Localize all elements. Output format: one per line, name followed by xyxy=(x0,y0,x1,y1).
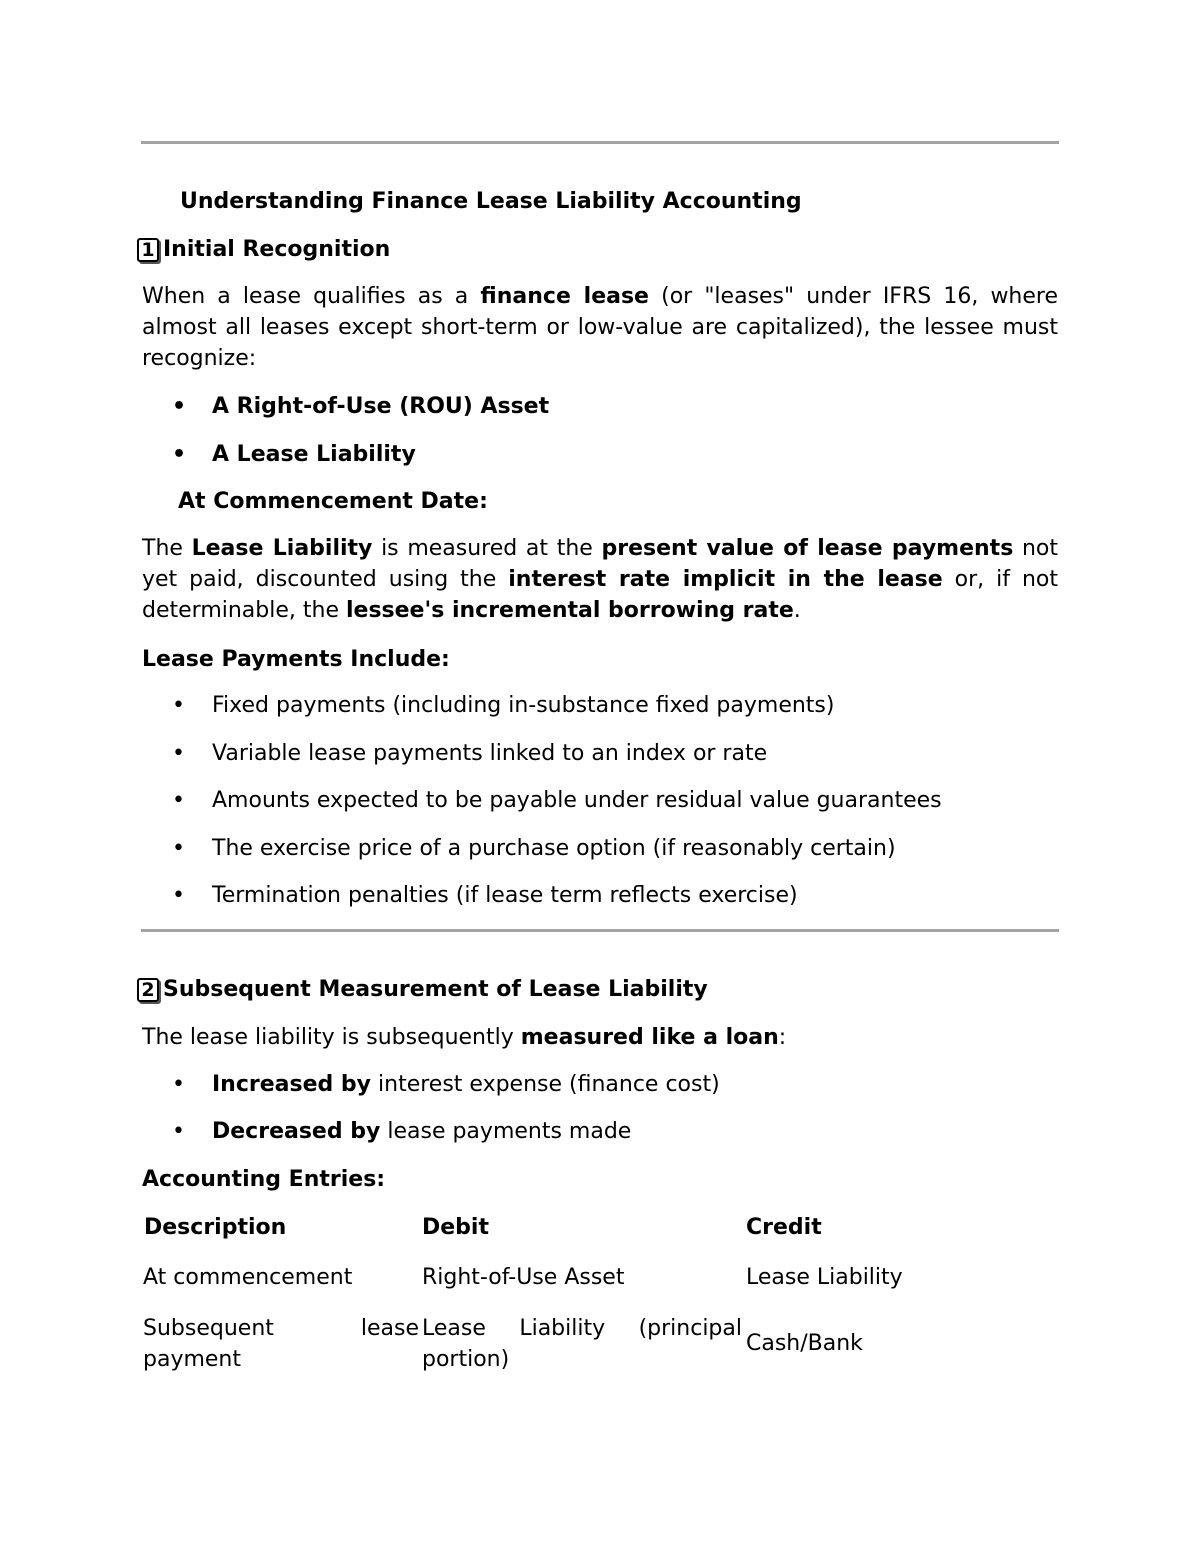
table-cell: Right-of-Use Asset xyxy=(422,1265,625,1290)
table-header-credit: Credit xyxy=(746,1215,822,1240)
page-title: Understanding Finance Lease Liability Accounting xyxy=(180,189,802,214)
table-cell: Cash/Bank xyxy=(746,1331,863,1356)
table-header-debit: Debit xyxy=(422,1215,489,1240)
list-item: • Decreased by lease payments made xyxy=(172,1119,632,1144)
table-cell: Lease Liability (principal portion) xyxy=(422,1316,742,1372)
list-item: • Increased by interest expense (finance cost) xyxy=(172,1072,720,1097)
list-item: • Fixed payments (including in-substance fixed payments) xyxy=(172,693,835,718)
list-item: • The exercise price of a purchase option (if reasonably certain) xyxy=(172,836,896,861)
subheading-commencement: At Commencement Date: xyxy=(178,489,488,514)
list-item: • A Right-of-Use (ROU) Asset xyxy=(172,394,550,419)
section2-intro: The lease liability is subsequently measured like a loan: xyxy=(142,1025,787,1050)
measure-paragraph: The Lease Liability is measured at the present value of lease payments not yet paid, discounted using the interest rate implicit in the lease or, if not determinable, the lessee's incremental borrowing rate. xyxy=(142,536,1059,623)
list-item: • Variable lease payments linked to an index or rate xyxy=(172,741,768,766)
list-item: • Termination penalties (if lease term reflects exercise) xyxy=(172,883,798,908)
keycap-2-icon: 2 xyxy=(137,978,159,1002)
divider xyxy=(141,141,1059,144)
table-cell: Lease Liability xyxy=(746,1265,903,1290)
subheading-payments: Lease Payments Include: xyxy=(142,647,450,672)
intro-paragraph: When a lease qualifies as a finance lease (or "leases" under IFRS 16, where almost all leases except short-term or low-value are capitalized), the lessee must recognize: xyxy=(142,284,1059,371)
list-item: • Amounts expected to be payable under residual value guarantees xyxy=(172,788,942,813)
keycap-1-icon: 1 xyxy=(137,238,159,262)
table-cell: At commencement xyxy=(143,1265,353,1290)
section-heading-1: 1 Initial Recognition xyxy=(137,234,1053,265)
table-cell: Subsequent lease payment xyxy=(143,1316,419,1372)
section-heading-2: 2 Subsequent Measurement of Lease Liability xyxy=(137,974,1053,1005)
subheading-entries: Accounting Entries: xyxy=(142,1167,386,1192)
divider xyxy=(141,929,1059,932)
table-header-description: Description xyxy=(144,1215,287,1240)
list-item: • A Lease Liability xyxy=(172,442,416,467)
